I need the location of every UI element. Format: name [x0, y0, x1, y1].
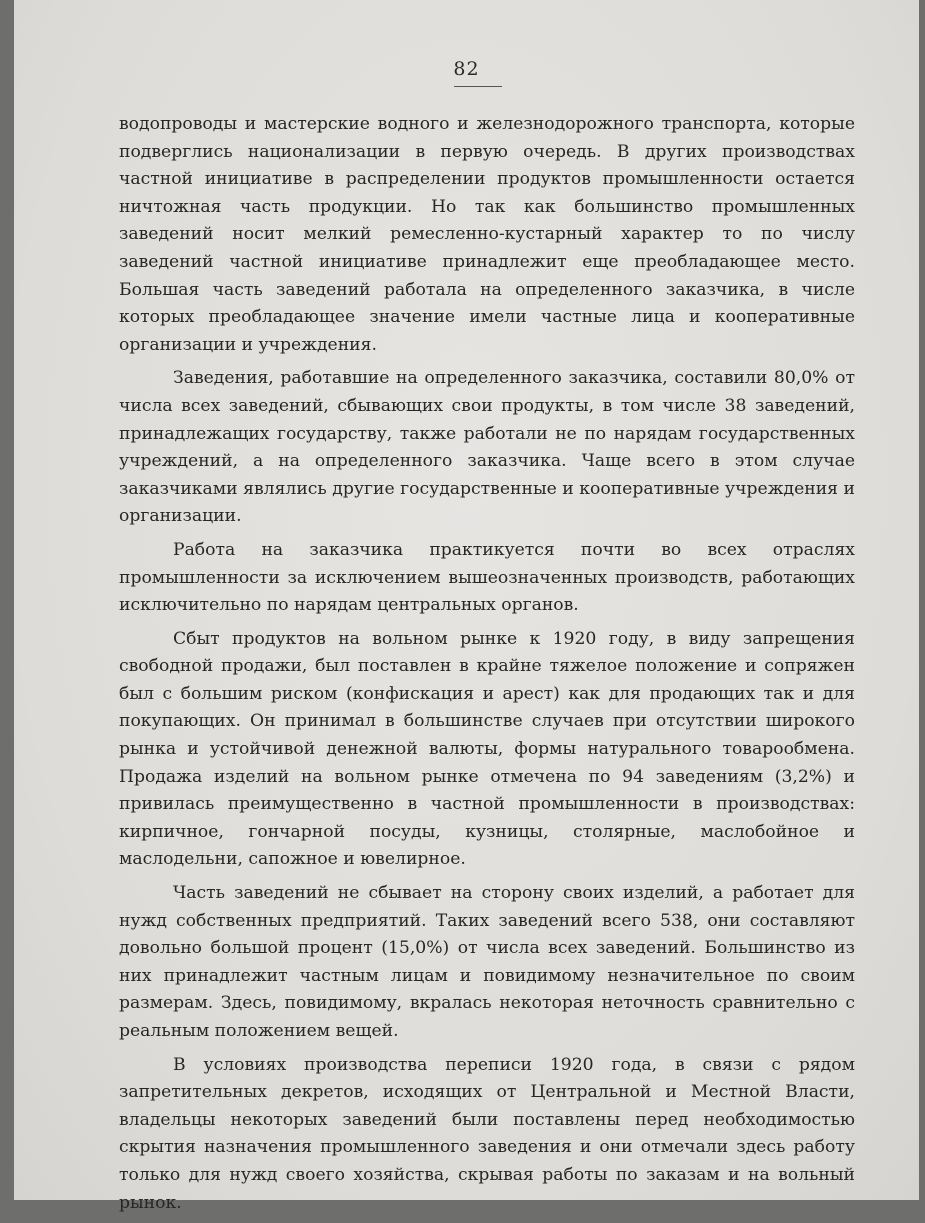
paragraph: Часть заведений не сбывает на сторону своих изделий, а работает для нужд собственных предприятий. Таких заведений всего 538, они составляют довольно большой процент (15,0%) от числа всех заведений. Большинство из них принадлежит частным лицам и повидимому незначительное по своим размерам. Здесь, повидимому, вкралась некоторая неточность сравнительно с реальным положением вещей.	[119, 883, 855, 1041]
document-page	[14, 0, 919, 1213]
page-number: 82	[453, 58, 480, 80]
body-text	[119, 111, 855, 1223]
paragraph: водопроводы и мастерские водного и железнодорожного транспорта, которые подверглись национализации в первую очередь. В других производствах частной инициативе в распределении продуктов промышленности остается ничтожная часть продукции. Но так как большинство промышленных заведений носит мелкий ремесленно-кустарный характер то по числу заведений частной инициативе принадлежит еще преобладающее место. Большая часть заведений работала на определенного заказчика, в числе которых преобладающее значение имели частные лица и кооперативные организации и учреждения.	[119, 114, 855, 355]
paragraph: Заведения, работавшие на определенного заказчика, составили 80,0% от числа всех заведений, сбывающих свои продукты, в том числе 38 заведений, принадлежащих государству, также работали не по нарядам государственных учреждений, а на определенного заказчика. Чаще всего в этом случае заказчиками являлись другие государственные и кооперативные учреждения и организации.	[119, 368, 855, 527]
paragraph: В условиях производства переписи 1920 года, в связи с рядом запретительных декретов, исходящих от Центральной и Местной Власти, владельцы некоторых заведений были поставлены перед необходимостью скрытия назначения промышленного заведения и они отмечали здесь работу только для нужд своего хозяйства, скрывая работы по заказам и на вольный рынок.	[119, 1054, 855, 1213]
paragraph: Работа на заказчика практикуется почти во всех отраслях промышленности за исключением вышеозначенных производств, работающих исключительно по нарядам центральных органов.	[119, 539, 855, 616]
page-number-underline	[454, 86, 502, 87]
paragraph: Сбыт продуктов на вольном рынке к 1920 году, в виду запрещения свободной продажи, был поставлен в крайне тяжелое положение и сопряжен был с большим риском (конфискация и арест) как для продающих так и для покупающих. Он принимал в большинстве случаев при отсутствии широкого рынка и устойчивой денежной валюты, формы натурального товарообмена. Продажа изделий на вольном рынке отмечена по 94 заведениям (3,2%) и привилась преимущественно в частной промышленности в производствах: кирпичное, гончарной посуды, кузницы, столярные, маслобойное и маслодельни, сапожное и ювелирное.	[119, 628, 855, 870]
